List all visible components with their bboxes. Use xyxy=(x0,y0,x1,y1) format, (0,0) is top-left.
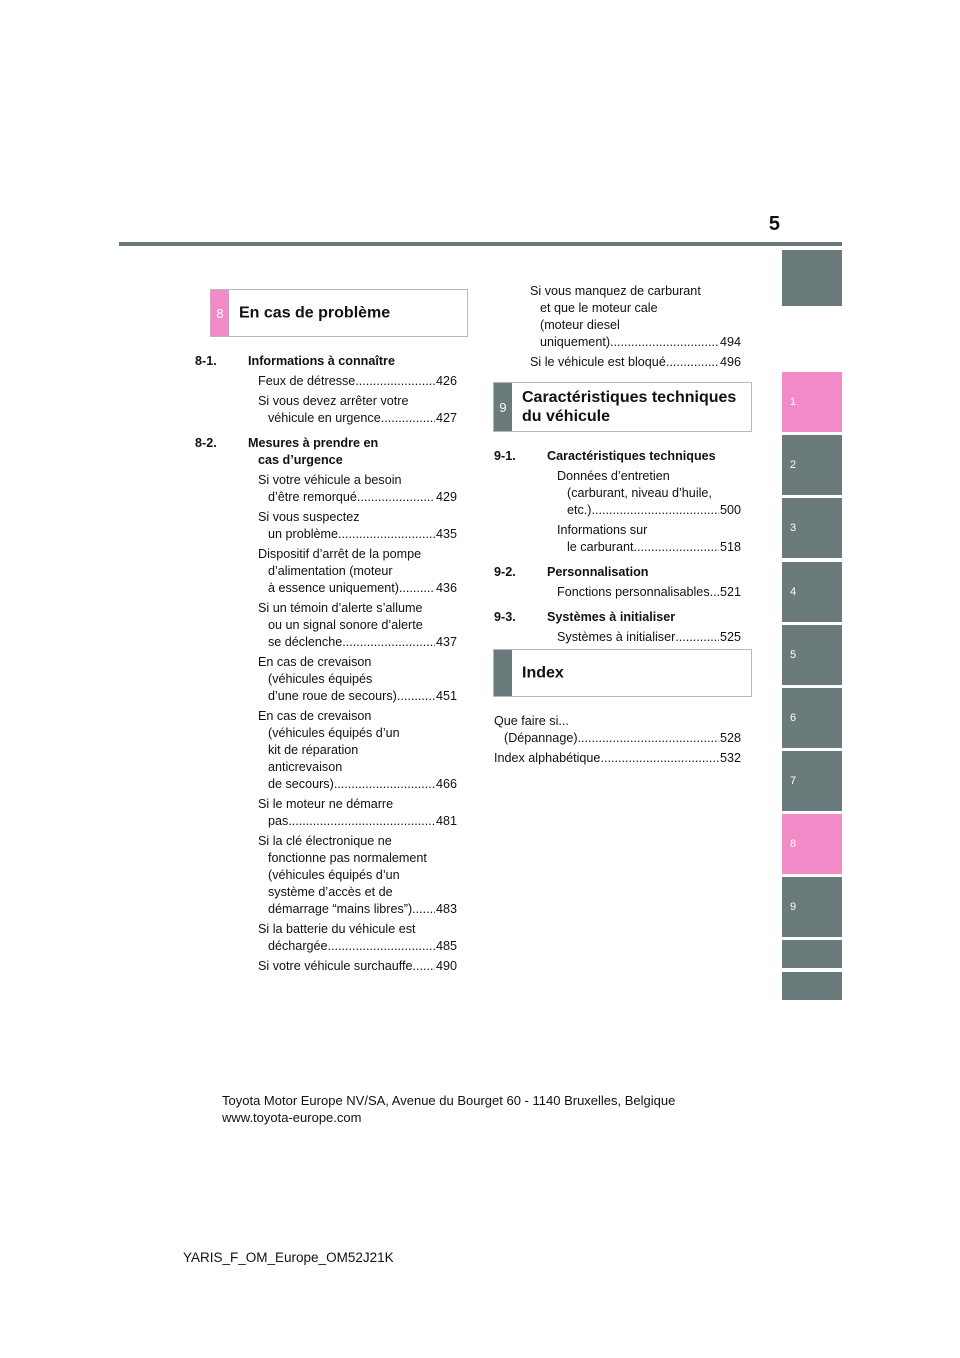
entry-last-line xyxy=(557,502,741,519)
publisher-address xyxy=(222,1092,675,1126)
leader-dots xyxy=(578,730,719,747)
leader-dots xyxy=(334,776,435,793)
entry-text: d’alimentation (moteur xyxy=(268,564,393,578)
section-header-9 xyxy=(493,382,752,432)
entry-text: Si vous manquez de carburant xyxy=(530,284,701,298)
entry-text: Fonctions personnalisables xyxy=(557,585,710,599)
left-toc-column xyxy=(195,345,457,975)
toc-entry[interactable] xyxy=(494,522,741,556)
chapter-title xyxy=(547,448,741,465)
section-title: Index xyxy=(522,664,564,682)
entry-last-line xyxy=(494,730,741,747)
chapter-heading xyxy=(494,564,741,581)
leader-dots xyxy=(357,489,435,506)
chapter-tab-label: 8 xyxy=(790,838,797,850)
chapter-number: 9-3. xyxy=(494,610,516,624)
leader-dots xyxy=(610,334,719,351)
entry-text: véhicule en urgence xyxy=(268,411,381,425)
entry-last-line xyxy=(530,334,741,351)
leader-dots xyxy=(328,938,435,955)
toc-entry[interactable] xyxy=(195,509,457,543)
chapter-title xyxy=(248,435,457,469)
toc-entry[interactable] xyxy=(195,373,457,390)
leader-dots xyxy=(381,410,435,427)
page-ref: 435 xyxy=(435,527,457,541)
leader-dots xyxy=(634,539,719,556)
chapter-number: 9-2. xyxy=(494,565,516,579)
entry-text: se déclenche xyxy=(268,635,343,649)
chapter-tab-blank-11[interactable] xyxy=(782,972,842,1000)
toc-entry[interactable] xyxy=(494,713,741,747)
chapter-tab-3[interactable] xyxy=(782,498,842,558)
toc-entry[interactable] xyxy=(195,833,457,918)
entry-text: Feux de détresse xyxy=(258,374,356,388)
entry-text: (carburant, niveau d’huile, xyxy=(567,486,712,500)
chapter-heading xyxy=(494,448,741,465)
chapter-number: 8-2. xyxy=(195,436,217,450)
chapter-heading xyxy=(195,353,457,370)
entry-text: Données d’entretien xyxy=(557,469,670,483)
page-ref: 494 xyxy=(719,335,741,349)
chapter-tab-4[interactable] xyxy=(782,562,842,622)
chapter-tab-blank-10[interactable] xyxy=(782,940,842,968)
toc-entry[interactable] xyxy=(494,468,741,519)
chapter-tab-9[interactable] xyxy=(782,877,842,937)
chapter-title-line: Caractéristiques techniques xyxy=(547,449,716,463)
entry-text: uniquement) xyxy=(540,335,611,349)
entry-text: et que le moteur cale xyxy=(540,301,658,315)
chapter-heading xyxy=(494,609,741,626)
chapter-title-line: cas d’urgence xyxy=(258,453,343,467)
entry-text: Si le moteur ne démarre xyxy=(258,797,394,811)
entry-text: En cas de crevaison xyxy=(258,709,372,723)
entry-text: Si la batterie du véhicule est xyxy=(258,922,416,936)
entry-text: Si un témoin d’alerte s’allume xyxy=(258,601,423,615)
leader-dots xyxy=(342,634,435,651)
entry-text: (véhicules équipés xyxy=(268,672,373,686)
page-ref: 481 xyxy=(435,814,457,828)
leader-dots xyxy=(710,584,719,601)
chapter-tab-1[interactable] xyxy=(782,372,842,432)
entry-text: anticrevaison xyxy=(268,760,343,774)
toc-entry[interactable] xyxy=(195,958,457,975)
chapter-title-line: Personnalisation xyxy=(547,565,649,579)
address-line: Toyota Motor Europe NV/SA, Avenue du Bourget 60 - 1140 Bruxelles, Belgique xyxy=(222,1093,676,1108)
page-ref: 429 xyxy=(435,490,457,504)
chapter-tab-label: 7 xyxy=(790,775,797,787)
chapter-tab-label: 4 xyxy=(790,586,797,598)
entry-text: un problème xyxy=(268,527,339,541)
toc-entry[interactable] xyxy=(195,921,457,955)
entry-text: Dispositif d’arrêt de la pompe xyxy=(258,547,422,561)
entry-text: Si votre véhicule a besoin xyxy=(258,473,402,487)
entry-text: Informations sur xyxy=(557,523,648,537)
chapter-tab-blank-0[interactable] xyxy=(782,250,842,306)
chapter-tab-label: 3 xyxy=(790,522,797,534)
chapter-tab-label: 9 xyxy=(790,901,797,913)
chapter-tab-5[interactable] xyxy=(782,625,842,685)
entry-last-line xyxy=(494,750,741,767)
entry-text: déchargée xyxy=(268,939,328,953)
document-code: YARIS_F_OM_Europe_OM52J21K xyxy=(183,1250,394,1265)
entry-last-line xyxy=(258,489,457,506)
entry-text: ou un signal sonore d’alerte xyxy=(268,618,423,632)
entry-last-line xyxy=(258,776,457,793)
entry-text: démarrage “mains libres”) xyxy=(268,902,413,916)
toc-entry[interactable] xyxy=(494,584,741,601)
page-ref: 466 xyxy=(435,777,457,791)
page-ref: 532 xyxy=(719,751,741,765)
leader-dots xyxy=(666,354,719,371)
toc-entry[interactable] xyxy=(530,354,741,371)
entry-last-line xyxy=(258,634,457,651)
chapter-tab-label: 6 xyxy=(790,712,797,724)
chapter-number: 9-1. xyxy=(494,449,516,463)
entry-text: kit de réparation xyxy=(268,743,359,757)
page-ref: 490 xyxy=(435,959,457,973)
entry-last-line xyxy=(258,580,457,597)
toc-entry[interactable] xyxy=(195,393,457,427)
page-number: 5 xyxy=(768,213,780,235)
entry-text: Si vous devez arrêter votre xyxy=(258,394,409,408)
chapter-title-line: Systèmes à initialiser xyxy=(547,610,676,624)
leader-dots xyxy=(412,958,435,975)
entry-last-line xyxy=(557,539,741,556)
page-ref: 500 xyxy=(719,503,741,517)
entry-text: (Dépannage) xyxy=(504,731,578,745)
section-number: 9 xyxy=(494,383,512,431)
index-entries xyxy=(494,710,741,767)
chapter-tab-label: 1 xyxy=(790,396,797,408)
leader-dots xyxy=(338,526,435,543)
header-rule xyxy=(119,242,842,246)
chapter-title-line: Mesures à prendre en xyxy=(248,436,379,450)
chapter-tab-label: 5 xyxy=(790,649,797,661)
entry-last-line xyxy=(258,958,457,975)
page-ref: 525 xyxy=(719,630,741,644)
page-ref: 427 xyxy=(435,411,457,425)
section-number: 8 xyxy=(211,290,229,336)
entry-text: système d’accès et de xyxy=(268,885,393,899)
entry-text: (véhicules équipés d’un xyxy=(268,868,400,882)
entry-text: (véhicules équipés d’un xyxy=(268,726,400,740)
entry-text: de secours) xyxy=(268,777,334,791)
leader-dots xyxy=(412,901,435,918)
entry-last-line xyxy=(258,901,457,918)
right-toc-column xyxy=(494,440,741,646)
section-title: Caractéristiques techniques du véhicule xyxy=(522,389,737,425)
toc-entry[interactable] xyxy=(195,654,457,705)
entry-text: Que faire si... xyxy=(494,714,569,728)
toc-entry[interactable] xyxy=(195,796,457,830)
chapter-tab-8[interactable] xyxy=(782,814,842,874)
entry-text: fonctionne pas normalement xyxy=(268,851,427,865)
page-ref: 521 xyxy=(719,585,741,599)
chapter-heading xyxy=(195,435,457,469)
website-link[interactable]: www.toyota-europe.com xyxy=(222,1110,362,1125)
leader-dots xyxy=(288,813,435,830)
chapter-title xyxy=(547,609,741,626)
entry-last-line xyxy=(258,373,457,390)
leader-dots xyxy=(397,688,435,705)
chapter-title-line: Informations à connaître xyxy=(248,354,395,368)
entry-text: En cas de crevaison xyxy=(258,655,372,669)
right-continued-entries xyxy=(530,280,741,371)
page-ref: 483 xyxy=(435,902,457,916)
section-title: En cas de problème xyxy=(239,304,391,322)
page-ref: 451 xyxy=(435,689,457,703)
leader-dots xyxy=(592,502,719,519)
chapter-title xyxy=(248,353,457,370)
entry-text: Si votre véhicule surchauffe xyxy=(258,959,413,973)
page-ref: 426 xyxy=(435,374,457,388)
entry-last-line xyxy=(258,410,457,427)
page-ref: 496 xyxy=(719,355,741,369)
chapter-tab-label: 2 xyxy=(790,459,797,471)
page-ref: 437 xyxy=(435,635,457,649)
section-header-8 xyxy=(210,289,468,337)
page-ref: 518 xyxy=(719,540,741,554)
entry-last-line xyxy=(557,629,741,646)
entry-last-line xyxy=(258,938,457,955)
page-ref: 436 xyxy=(435,581,457,595)
chapter-tab-6[interactable] xyxy=(782,688,842,748)
entry-last-line xyxy=(258,813,457,830)
entry-text: d’être remorqué xyxy=(268,490,357,504)
entry-text: Systèmes à initialiser xyxy=(557,630,676,644)
entry-text: etc.) xyxy=(567,503,592,517)
toc-entry[interactable] xyxy=(195,472,457,506)
leader-dots xyxy=(355,373,435,390)
section-marker xyxy=(494,650,512,696)
entry-text: à essence uniquement) xyxy=(268,581,399,595)
entry-text: Si la clé électronique ne xyxy=(258,834,392,848)
toc-entry[interactable] xyxy=(195,600,457,651)
chapter-tab-7[interactable] xyxy=(782,751,842,811)
chapter-title xyxy=(547,564,741,581)
chapter-number: 8-1. xyxy=(195,354,217,368)
entry-last-line xyxy=(530,354,741,371)
entry-last-line xyxy=(557,584,741,601)
leader-dots xyxy=(675,629,719,646)
entry-text: le carburant xyxy=(567,540,634,554)
section-header-index xyxy=(493,649,752,697)
entry-text: (moteur diesel xyxy=(540,318,620,332)
toc-entry[interactable] xyxy=(494,750,741,767)
toc-entry[interactable] xyxy=(195,546,457,597)
chapter-tab-2[interactable] xyxy=(782,435,842,495)
entry-text: Si vous suspectez xyxy=(258,510,360,524)
leader-dots xyxy=(399,580,435,597)
entry-text: d’une roue de secours) xyxy=(268,689,397,703)
toc-entry[interactable] xyxy=(494,629,741,646)
entry-last-line xyxy=(258,688,457,705)
page-ref: 528 xyxy=(719,731,741,745)
entry-text: Index alphabétique xyxy=(494,751,601,765)
entry-text: pas xyxy=(268,814,289,828)
leader-dots xyxy=(600,750,719,767)
entry-text: Si le véhicule est bloqué xyxy=(530,355,666,369)
page-ref: 485 xyxy=(435,939,457,953)
toc-entry[interactable] xyxy=(530,283,741,351)
entry-last-line xyxy=(258,526,457,543)
toc-entry[interactable] xyxy=(195,708,457,793)
